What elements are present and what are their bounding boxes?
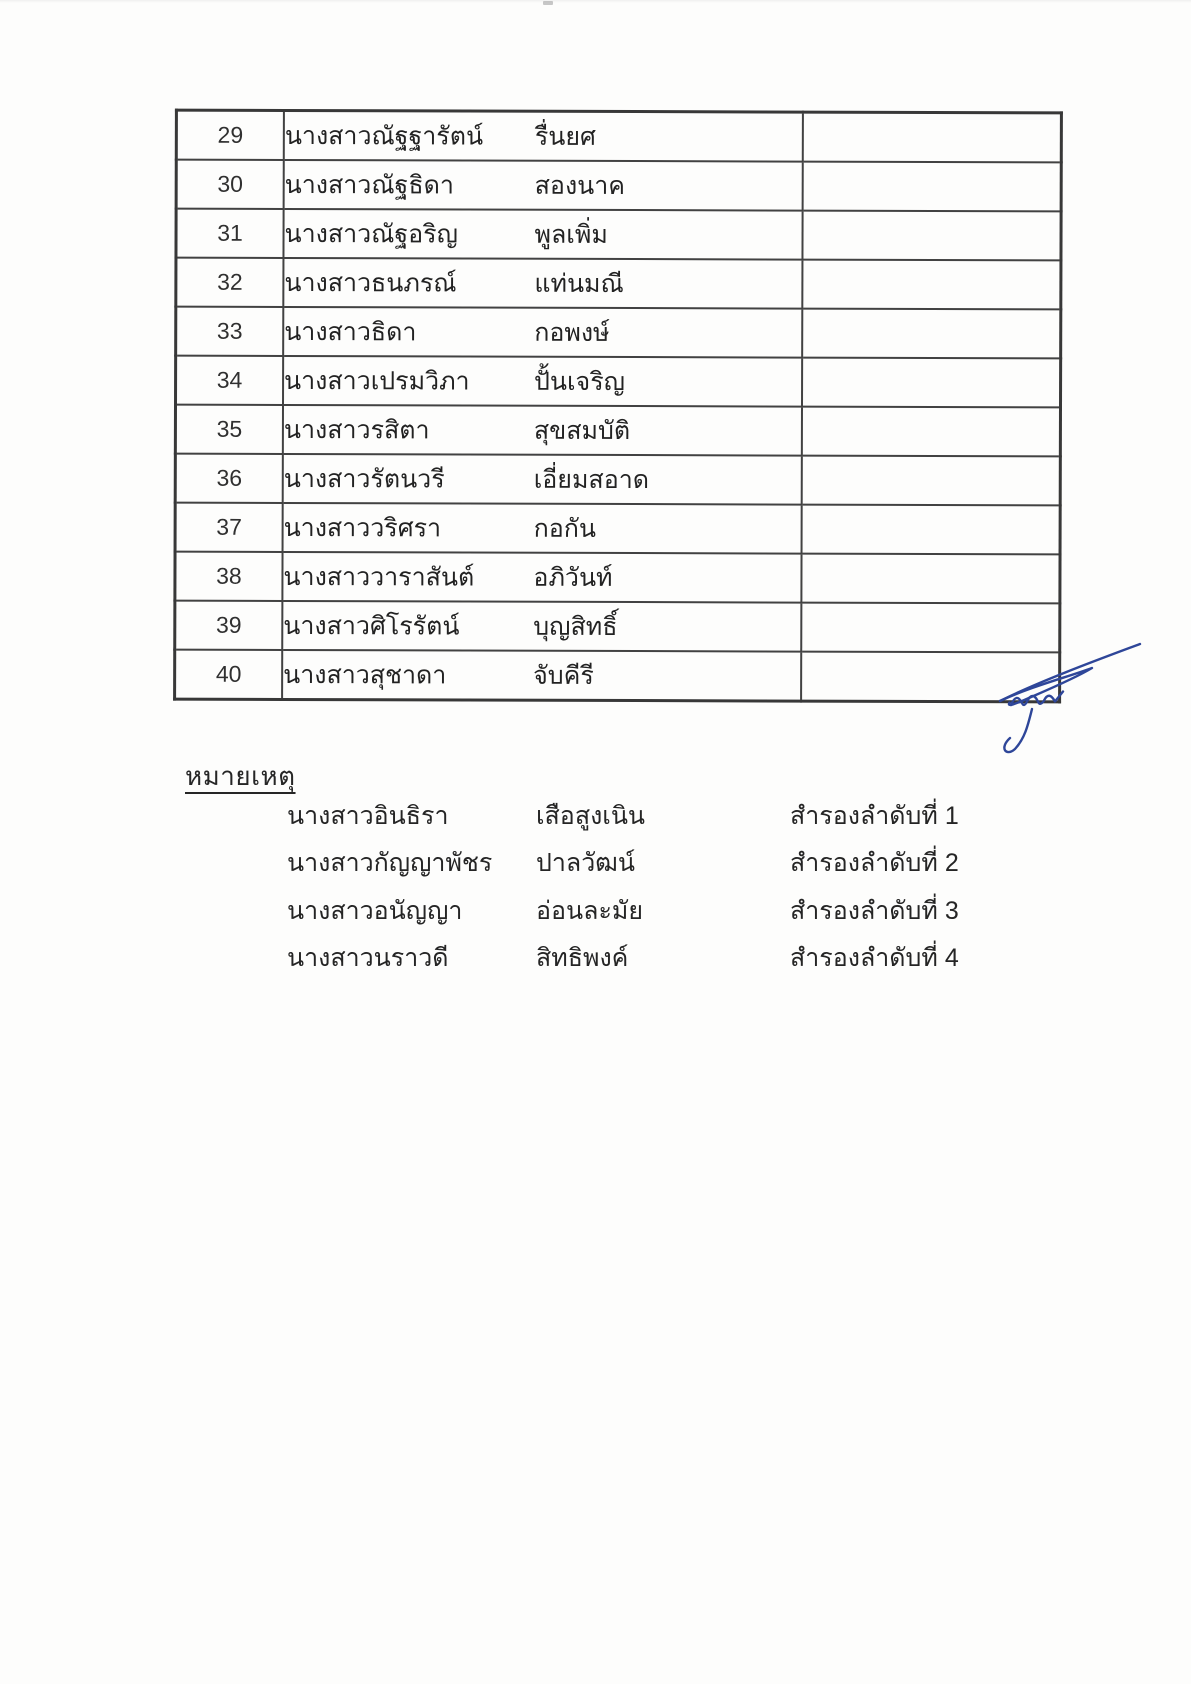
table-row (176, 307, 1061, 359)
row-number: 34 (216, 366, 243, 393)
last-name: พูลเพิ่ม (534, 220, 608, 249)
empty-cell (801, 652, 1060, 702)
first-name: นางสาวสุชาดา (283, 660, 447, 689)
name-cell (283, 405, 802, 456)
first-name: นางสาวศิโรรัตน์ (283, 611, 460, 641)
row-number: 30 (217, 170, 244, 197)
name-cell (283, 258, 802, 309)
first-name: นางสาวณัฐธิดา (284, 170, 454, 199)
first-name: นางสาววาราสันต์ (283, 562, 475, 592)
first-name: นางสาวธิดา (284, 317, 417, 346)
row-number: 33 (216, 317, 243, 344)
name-cell (284, 160, 803, 211)
empty-cell (802, 505, 1061, 555)
scan-edge-shadow (0, 0, 1191, 3)
table-row (176, 258, 1061, 310)
note-last-name: อ่อนละมัย (536, 896, 643, 925)
first-name: นางสาวณัฐฐารัตน์ (284, 121, 484, 151)
note-row (287, 887, 1047, 935)
first-name: นางสาวณัฐอริญ (284, 219, 458, 248)
last-name: รื่นยศ (534, 122, 596, 151)
notes-heading: หมายเหตุ (185, 761, 296, 791)
row-number-cell (176, 258, 284, 307)
row-number-cell (175, 650, 283, 700)
name-cell (282, 650, 801, 701)
row-number: 31 (217, 219, 243, 246)
empty-cell (802, 211, 1061, 261)
row-number-cell (175, 601, 283, 650)
last-name: จับคีรี (533, 661, 594, 690)
table-row (175, 503, 1060, 555)
table-row (175, 650, 1060, 702)
row-number-cell (176, 160, 284, 209)
note-remark: สำรองลำดับที่ 4 (790, 944, 959, 973)
last-name: บุญสิทธิ์ (533, 612, 618, 641)
row-number: 37 (216, 513, 242, 540)
row-number: 38 (216, 562, 242, 589)
row-number: 32 (217, 268, 243, 295)
last-name: กอพงษ์ (534, 318, 610, 347)
first-name: นางสาวธนภรณ์ (284, 268, 457, 297)
first-name: นางสาวรัตนวรี (283, 464, 445, 493)
note-first-name: นางสาวอนัญญา (287, 896, 463, 925)
row-number-cell (175, 503, 283, 552)
note-remark: สำรองลำดับที่ 1 (790, 801, 959, 830)
note-remark: สำรองลำดับที่ 2 (790, 849, 959, 878)
empty-cell (802, 309, 1061, 359)
first-name: นางสาวเปรมวิภา (284, 366, 470, 396)
name-cell (283, 209, 802, 260)
row-number-cell (175, 405, 283, 454)
table-row (176, 110, 1061, 162)
table-row (175, 454, 1060, 506)
signature-stroke (1004, 709, 1032, 752)
last-name: อภิวันท์ (533, 563, 613, 592)
empty-cell (803, 162, 1062, 212)
row-number-cell (175, 454, 283, 503)
note-last-name: เสือสูงเนิน (536, 801, 646, 830)
empty-cell (802, 407, 1061, 457)
table-row (176, 209, 1061, 261)
name-cell (283, 503, 802, 554)
note-first-name: นางสาวอินธิรา (287, 801, 449, 830)
empty-cell (802, 260, 1061, 310)
note-row (287, 840, 1047, 888)
applicant-roster-table (173, 109, 1063, 704)
row-number: 40 (215, 660, 242, 687)
row-number-cell (176, 356, 284, 405)
name-cell (283, 454, 802, 505)
last-name: กอกัน (533, 514, 597, 543)
note-first-name: นางสาวนราวดี (287, 944, 449, 973)
note-remark: สำรองลำดับที่ 3 (790, 896, 959, 925)
last-name: เอี่ยมสอาด (533, 465, 650, 494)
note-row (287, 935, 1047, 983)
last-name: ปั้นเจริญ (534, 367, 626, 396)
table-row (176, 160, 1061, 212)
name-cell (283, 307, 802, 358)
row-number: 36 (216, 464, 243, 491)
last-name: สุขสมบัติ (533, 416, 631, 445)
last-name: แท่นมณี (534, 269, 624, 298)
table-row (176, 356, 1061, 408)
name-cell (282, 552, 801, 603)
first-name: นางสาววริศรา (283, 513, 442, 542)
row-number-cell (176, 110, 284, 160)
table-row (175, 601, 1060, 653)
row-number: 29 (217, 121, 244, 148)
name-cell (283, 356, 802, 407)
empty-cell (801, 554, 1060, 604)
row-number-cell (176, 209, 284, 258)
scan-artifact-mark (543, 1, 553, 5)
row-number-cell (176, 307, 284, 356)
first-name: นางสาวรสิตา (283, 415, 430, 444)
empty-cell (802, 358, 1061, 408)
note-row (287, 792, 1047, 840)
empty-cell (801, 603, 1060, 653)
name-cell (284, 110, 803, 161)
row-number: 39 (215, 611, 242, 638)
empty-cell (803, 112, 1062, 162)
row-number: 35 (216, 415, 243, 442)
note-last-name: ปาลวัฒน์ (536, 849, 635, 878)
roster-table-body (175, 110, 1062, 702)
note-last-name: สิทธิพงค์ (536, 944, 629, 973)
table-row (175, 405, 1060, 457)
notes-list (287, 792, 1047, 982)
empty-cell (802, 456, 1061, 506)
last-name: สองนาค (534, 171, 626, 200)
note-first-name: นางสาวกัญญาพัชร (287, 849, 493, 878)
table-row (175, 552, 1060, 604)
name-cell (282, 601, 801, 652)
row-number-cell (175, 552, 283, 601)
